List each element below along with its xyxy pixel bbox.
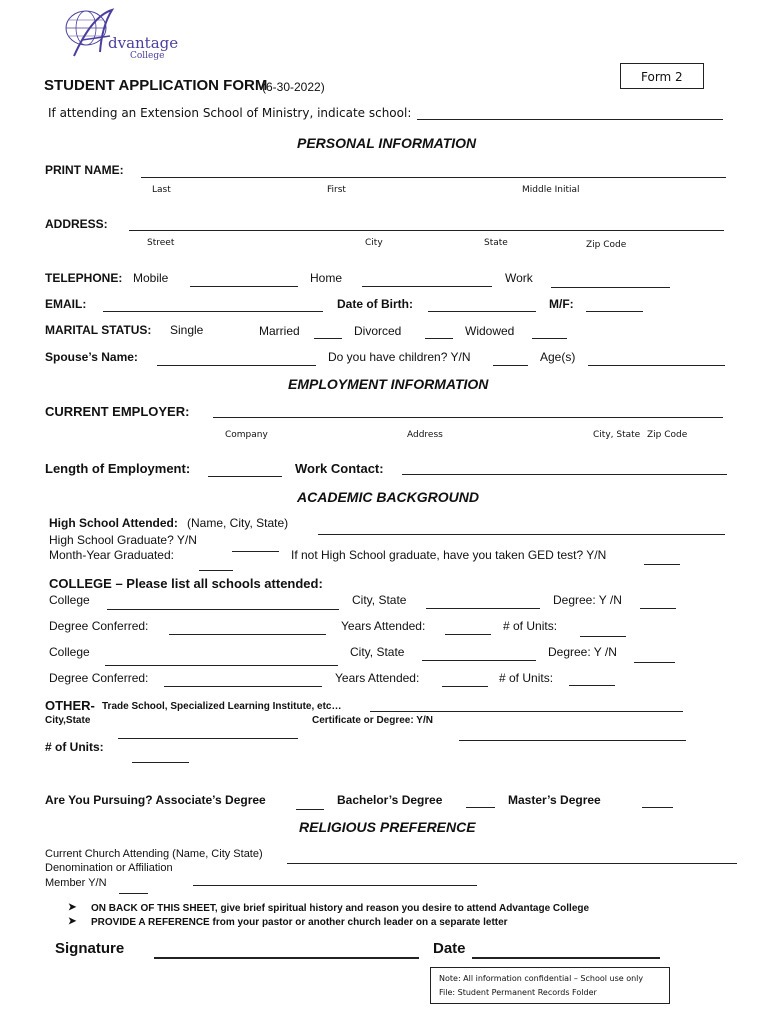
college-1-degree-yn-field[interactable] — [640, 608, 676, 609]
email-label: EMAIL: — [45, 297, 87, 311]
married-label: Married — [259, 324, 300, 338]
college-1-city-state-field[interactable] — [426, 608, 540, 609]
employment-heading: EMPLOYMENT INFORMATION — [288, 376, 489, 392]
instruction-2: PROVIDE A REFERENCE from your pastor or another church leader on a separate letter — [91, 917, 508, 928]
instruction-1: ON BACK OF THIS SHEET, give brief spiritual history and reason you desire to attend Advantage College — [91, 903, 590, 914]
marital-status-label: MARITAL STATUS: — [45, 323, 152, 337]
employer-zip-caption: Zip Code — [647, 430, 688, 440]
mf-field[interactable] — [586, 311, 643, 312]
form-title: STUDENT APPLICATION FORM — [44, 77, 268, 94]
church-label: Current Church Attending (Name, City State) — [45, 848, 263, 860]
employer-address-caption: Address — [407, 430, 443, 440]
college-1-degree-conferred-field[interactable] — [169, 634, 326, 635]
home-label: Home — [310, 271, 343, 285]
married-field[interactable] — [314, 338, 342, 339]
employer-field[interactable] — [213, 417, 723, 418]
denomination-field[interactable] — [193, 885, 477, 886]
widowed-field[interactable] — [532, 338, 567, 339]
college-2-units-label: # of Units: — [499, 671, 554, 685]
pursuing-question: Are You Pursuing? Associate’s Degree — [45, 793, 266, 807]
bachelors-label: Bachelor’s Degree — [337, 793, 443, 807]
other-units-field[interactable] — [132, 762, 189, 763]
length-of-employment-field[interactable] — [208, 476, 282, 477]
bullet-arrow-icon: ➤ — [68, 902, 77, 913]
bachelors-field[interactable] — [466, 807, 495, 808]
other-label: OTHER- — [45, 698, 95, 713]
member-field[interactable] — [119, 893, 148, 894]
college-2-degree-conferred-label: Degree Conferred: — [49, 671, 149, 685]
college-2-label: College — [49, 645, 90, 659]
street-caption: Street — [147, 238, 175, 248]
dob-label: Date of Birth: — [337, 297, 413, 311]
certificate-field[interactable] — [459, 740, 686, 741]
high-school-graduate-label: High School Graduate? Y/N — [49, 533, 197, 547]
note-line-1: Note: All information confidential – School use only — [439, 974, 644, 983]
college-1-label: College — [49, 593, 90, 607]
other-school-field[interactable] — [370, 711, 683, 712]
dob-field[interactable] — [428, 311, 536, 312]
logo-subtitle: College — [130, 51, 165, 61]
college-2-units-field[interactable] — [569, 685, 615, 686]
college-1-city-state-label: City, State — [352, 593, 407, 607]
city-caption: City — [365, 238, 383, 248]
company-caption: Company — [225, 430, 268, 440]
high-school-field[interactable] — [318, 534, 725, 535]
member-label: Member Y/N — [45, 877, 107, 889]
other-units-label: # of Units: — [45, 740, 104, 754]
college-2-degree-conferred-field[interactable] — [164, 686, 322, 687]
other-city-state-field[interactable] — [118, 738, 298, 739]
certificate-label: Certificate or Degree: Y/N — [312, 715, 433, 726]
divorced-label: Divorced — [354, 324, 402, 338]
personal-heading: PERSONAL INFORMATION — [297, 135, 477, 151]
extension-school-label: If attending an Extension School of Ministry, indicate school: — [48, 106, 412, 120]
date-field[interactable] — [472, 957, 660, 959]
work-contact-field[interactable] — [402, 474, 727, 475]
home-field[interactable] — [362, 286, 492, 287]
other-description: Trade School, Specialized Learning Institute, etc… — [102, 701, 342, 712]
signature-label: Signature — [55, 940, 125, 957]
month-year-field[interactable] — [232, 551, 279, 552]
high-school-label: High School Attended: — [49, 516, 178, 530]
work-contact-label: Work Contact: — [295, 461, 384, 476]
academic-heading: ACADEMIC BACKGROUND — [297, 489, 479, 505]
date-label: Date — [433, 940, 466, 957]
email-field[interactable] — [103, 311, 323, 312]
ged-field[interactable] — [644, 564, 680, 565]
bullet-arrow-icon: ➤ — [68, 916, 77, 927]
address-field[interactable] — [129, 230, 724, 231]
college-2-field[interactable] — [105, 665, 338, 666]
children-field[interactable] — [493, 365, 528, 366]
current-employer-label: CURRENT EMPLOYER: — [45, 404, 190, 419]
college-1-years-attended-label: Years Attended: — [341, 619, 426, 633]
zip-caption: Zip Code — [586, 240, 627, 250]
college-1-degree-yn-label: Degree: Y /N — [553, 593, 622, 607]
religious-heading: RELIGIOUS PREFERENCE — [299, 819, 476, 835]
mobile-field[interactable] — [190, 286, 298, 287]
single-label: Single — [170, 323, 204, 337]
college-2-degree-yn-label: Degree: Y /N — [548, 645, 617, 659]
mobile-label: Mobile — [133, 271, 169, 285]
divorced-field[interactable] — [425, 338, 453, 339]
extension-school-field[interactable] — [417, 119, 723, 120]
work-label: Work — [505, 271, 533, 285]
hs-graduate-field[interactable] — [199, 570, 233, 571]
college-1-degree-conferred-label: Degree Conferred: — [49, 619, 149, 633]
telephone-label: TELEPHONE: — [45, 271, 123, 285]
college-1-years-attended-field[interactable] — [445, 634, 491, 635]
address-label: ADDRESS: — [45, 217, 108, 231]
print-name-label: PRINT NAME: — [45, 163, 124, 177]
ages-label: Age(s) — [540, 350, 576, 364]
note-line-2: File: Student Permanent Records Folder — [439, 988, 597, 997]
masters-label: Master’s Degree — [508, 793, 601, 807]
signature-field[interactable] — [154, 957, 419, 959]
college-heading: COLLEGE – Please list all schools attended: — [49, 576, 323, 591]
college-2-years-attended-label: Years Attended: — [335, 671, 420, 685]
college-1-units-label: # of Units: — [503, 619, 558, 633]
employer-city-state-caption: City, State — [593, 430, 641, 440]
form-number: Form 2 — [641, 70, 683, 84]
ages-field[interactable] — [588, 365, 725, 366]
month-year-graduated-label: Month-Year Graduated: — [49, 548, 174, 562]
spouse-name-label: Spouse’s Name: — [45, 350, 138, 364]
children-label: Do you have children? Y/N — [328, 350, 471, 364]
college-2-years-attended-field[interactable] — [442, 686, 488, 687]
form-date: (6-30-2022) — [262, 80, 325, 94]
logo-wordmark: dvantage — [108, 34, 179, 52]
first-caption: First — [327, 185, 346, 195]
confidential-note-box — [430, 967, 670, 1004]
college-1-field[interactable] — [107, 609, 339, 610]
state-caption: State — [484, 238, 508, 248]
college-1-units-field[interactable] — [580, 636, 626, 637]
ged-question: If not High School graduate, have you taken GED test? Y/N — [291, 548, 607, 562]
widowed-label: Widowed — [465, 324, 515, 338]
denomination-label: Denomination or Affiliation — [45, 862, 173, 874]
mf-label: M/F: — [549, 297, 574, 311]
associates-field[interactable] — [296, 809, 324, 810]
work-phone-field[interactable] — [551, 287, 670, 288]
college-2-city-state-label: City, State — [350, 645, 405, 659]
middle-caption: Middle Initial — [522, 185, 580, 195]
college-2-degree-yn-field[interactable] — [634, 662, 675, 663]
masters-field[interactable] — [642, 807, 673, 808]
other-city-state-label: City,State — [45, 715, 91, 726]
length-of-employment-label: Length of Employment: — [45, 461, 191, 476]
name-field[interactable] — [141, 177, 726, 178]
college-2-city-state-field[interactable] — [422, 660, 536, 661]
college-logo — [62, 6, 197, 64]
last-caption: Last — [152, 185, 171, 195]
spouse-name-field[interactable] — [157, 365, 316, 366]
church-field[interactable] — [287, 863, 737, 864]
high-school-hint: (Name, City, State) — [187, 516, 289, 530]
